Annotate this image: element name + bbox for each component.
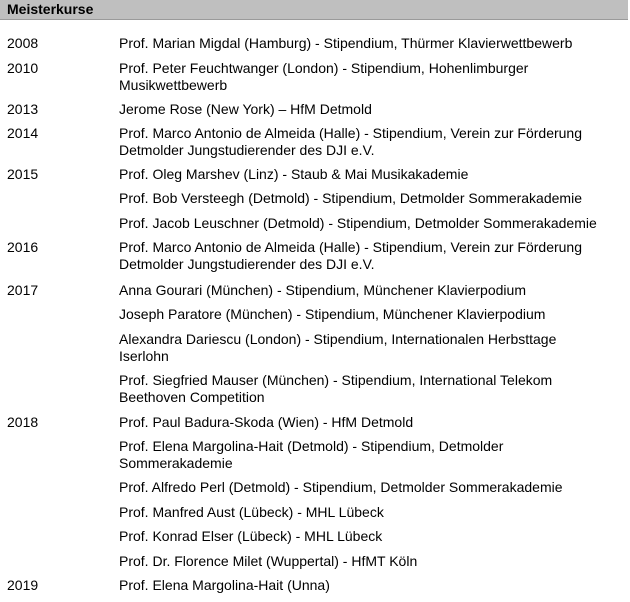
entry-year: 2013 <box>7 101 39 117</box>
entry-year: 2019 <box>7 577 39 593</box>
entry-line: Prof. Marco Antonio de Almeida (Halle) - Stipendium, Verein zur Förderung <box>119 125 583 141</box>
entry-year: 2014 <box>7 125 39 141</box>
entry-line: Musikwettbewerb <box>119 77 228 93</box>
entry-line: Sommerakademie <box>119 455 233 471</box>
entry-line: Jerome Rose (New York) – HfM Detmold <box>119 101 372 117</box>
entry-year: 2008 <box>7 35 39 51</box>
entry-year: 2010 <box>7 60 39 76</box>
entry-line: Anna Gourari (München) - Stipendium, Münchener Klavierpodium <box>119 282 526 298</box>
entry-line: Prof. Manfred Aust (Lübeck) - MHL Lübeck <box>119 504 384 520</box>
entry-line: Prof. Dr. Florence Milet (Wuppertal) - HfMT Köln <box>119 553 418 569</box>
entry-line: Prof. Paul Badura-Skoda (Wien) - HfM Detmold <box>119 414 414 430</box>
entry-line: Prof. Elena Margolina-Hait (Detmold) - Stipendium, Detmolder <box>119 438 504 454</box>
entry-year: 2017 <box>7 282 39 298</box>
entry-line: Prof. Siegfried Mauser (München) - Stipendium, International Telekom <box>119 372 553 388</box>
entry-line: Alexandra Dariescu (London) - Stipendium, Internationalen Herbsttage <box>119 331 557 347</box>
entry-line: Prof. Peter Feuchtwanger (London) - Stipendium, Hohenlimburger <box>119 60 529 76</box>
entry-line: Prof. Oleg Marshev (Linz) - Staub & Mai Musikakademie <box>119 166 469 182</box>
entry-line: Prof. Marian Migdal (Hamburg) - Stipendium, Thürmer Klavierwettbewerb <box>119 35 573 51</box>
entry-year: 2015 <box>7 166 39 182</box>
entry-line: Beethoven Competition <box>119 389 265 405</box>
entry-line: Prof. Jacob Leuschner (Detmold) - Stipendium, Detmolder Sommerakademie <box>119 215 597 231</box>
entry-line: Prof. Bob Versteegh (Detmold) - Stipendium, Detmolder Sommerakademie <box>119 190 582 206</box>
entry-line: Prof. Marco Antonio de Almeida (Halle) - Stipendium, Verein zur Förderung <box>119 239 583 255</box>
entry-line: Prof. Konrad Elser (Lübeck) - MHL Lübeck <box>119 528 383 544</box>
entry-year: 2018 <box>7 414 39 430</box>
entry-line: Prof. Elena Margolina-Hait (Unna) <box>119 577 330 593</box>
entry-line: Detmolder Jungstudierender des DJI e.V. <box>119 142 375 158</box>
entry-line: Iserlohn <box>119 348 169 364</box>
entry-year: 2016 <box>7 239 39 255</box>
section-title: Meisterkurse <box>7 1 94 17</box>
entry-line: Joseph Paratore (München) - Stipendium, Münchener Klavierpodium <box>119 306 546 322</box>
entry-line: Detmolder Jungstudierender des DJI e.V. <box>119 256 375 272</box>
entry-line: Prof. Alfredo Perl (Detmold) - Stipendium, Detmolder Sommerakademie <box>119 479 563 495</box>
